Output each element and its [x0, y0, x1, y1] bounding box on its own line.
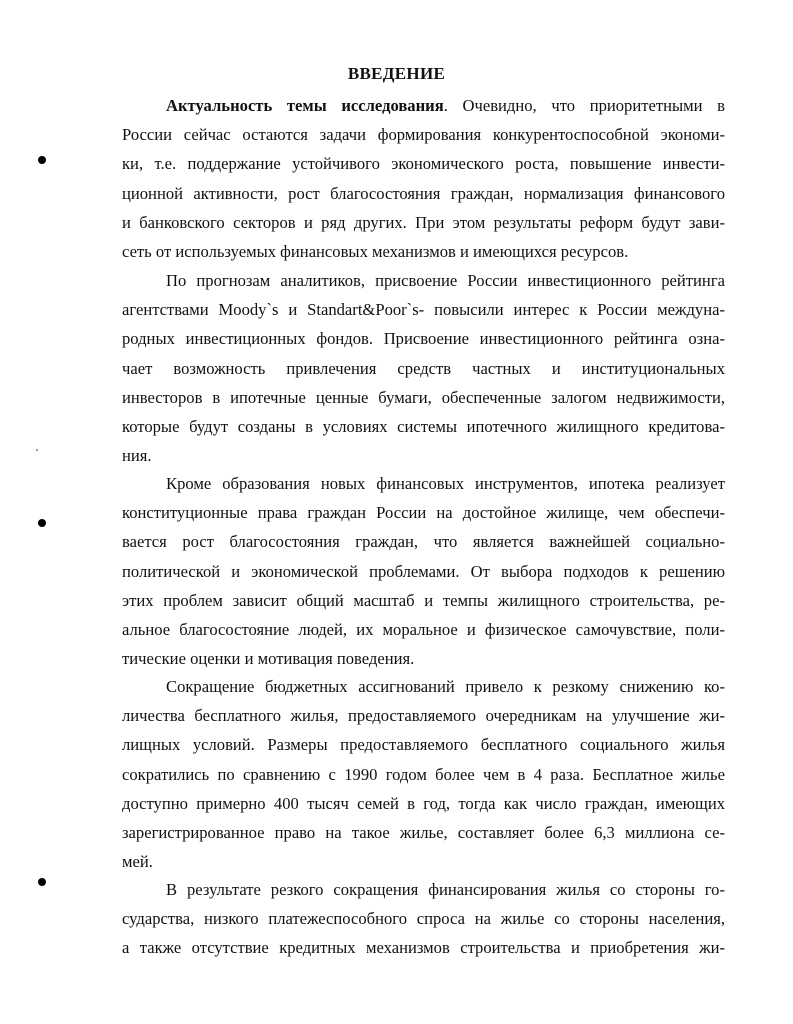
binder-hole-mark — [38, 156, 46, 164]
paragraph-line: агентствами Moody`s и Standart&Poor`s- повысили интерес к России междуна- — [122, 300, 725, 320]
paragraph-relevance — [122, 91, 725, 266]
paragraph-line: которые будут созданы в условиях системы ипотечного жилищного кредитова- — [122, 416, 725, 436]
paragraph-line: сеть от используемых финансовых механизмов и имеющихся ресурсов. — [122, 241, 629, 261]
paragraph-mortgage — [122, 469, 725, 673]
paragraph-line: личества бесплатного жилья, предоставляемого очередникам на улучшение жи- — [122, 706, 725, 726]
page-title: ВВЕДЕНИЕ — [347, 64, 446, 83]
paragraph-line: лищных условий. Размеры предоставляемого бесплатного социального жилья — [122, 735, 725, 755]
paragraph-budget — [122, 672, 725, 876]
paragraph-line: альное благосостояние людей, их моральное и физическое самочувствие, поли- — [122, 619, 725, 639]
paragraph-line: и банковского секторов и ряд других. При этом результаты реформ будут зави- — [122, 212, 725, 232]
binder-hole-mark — [38, 878, 46, 886]
paragraph-line: ния. — [122, 446, 152, 466]
paragraph-line: России сейчас остаются задачи формирования конкурентоспособной экономи- — [122, 125, 725, 145]
paragraph-line: конституционные права граждан России на достойное жилище, чем обеспечи- — [122, 503, 725, 523]
paragraph-line: По прогнозам аналитиков, присвоение России инвестиционного рейтинга — [166, 271, 725, 290]
paragraph-line: а также отсутствие кредитных механизмов строительства и приобретения жи- — [122, 938, 725, 958]
paragraph-line: вается рост благосостояния граждан, что является важнейшей социально- — [122, 532, 725, 552]
paragraph-financing — [122, 875, 725, 963]
paragraph-rating — [122, 266, 725, 470]
paragraph-line: зарегистрированное право на такое жилье, составляет более 6,3 миллиона се- — [122, 822, 725, 842]
paragraph-line — [122, 91, 725, 120]
scan-speck — [36, 449, 38, 451]
bold-lead-phrase: Актуальность темы исследования — [166, 96, 444, 115]
binder-hole-mark — [38, 519, 46, 527]
paragraph-line: тические оценки и мотивация поведения. — [122, 649, 415, 669]
paragraph-line: чает возможность привлечения средств частных и институциональных — [122, 358, 725, 378]
paragraph-line: этих проблем зависит общий масштаб и темпы жилищного строительства, ре- — [122, 590, 725, 610]
paragraph-line: родных инвестиционных фондов. Присвоение инвестиционного рейтинга озна- — [122, 329, 725, 349]
paragraph-line: ционной активности, рост благосостояния граждан, нормализация финансового — [122, 183, 725, 203]
paragraph-line: Сокращение бюджетных ассигнований привело к резкому снижению ко- — [166, 677, 725, 696]
paragraph-line: сократились по сравнению с 1990 годом более чем в 4 раза. Бесплатное жилье — [122, 764, 725, 784]
paragraph-line: Кроме образования новых финансовых инструментов, ипотека реализует — [166, 474, 725, 493]
paragraph-line: политической и экономической проблемами. От выбора подходов к решению — [122, 561, 725, 581]
paragraph-line: ки, т.е. поддержание устойчивого экономического роста, повышение инвести- — [122, 154, 725, 174]
paragraph-line: мей. — [122, 852, 153, 872]
paragraph-line: доступно примерно 400 тысяч семей в год, тогда как число граждан, имеющих — [122, 793, 725, 813]
paragraph-line: В результате резкого сокращения финансирования жилья со стороны го- — [166, 880, 725, 899]
line-text: . Очевидно, что приоритетными в — [443, 96, 725, 115]
paragraph-line: сударства, низкого платежеспособного спроса на жилье со стороны населения, — [122, 909, 725, 929]
paragraph-line: инвесторов в ипотечные ценные бумаги, обеспеченные залогом недвижимости, — [122, 387, 725, 407]
